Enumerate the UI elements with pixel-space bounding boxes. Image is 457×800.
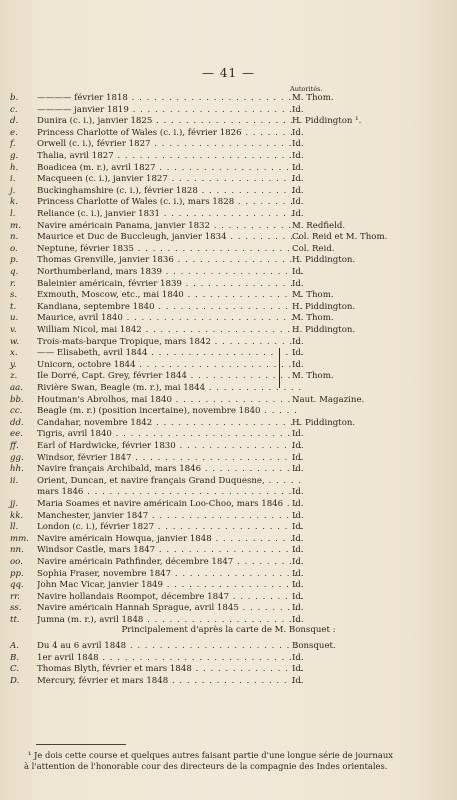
item-text: Thomas Grenville, janvier 1836 . . . [37, 255, 302, 266]
list-item [10, 511, 450, 522]
item-label: z. [10, 371, 18, 382]
item-authority: H. Piddington. [292, 417, 356, 428]
item-authority: H. Piddington ¹. [292, 116, 362, 127]
list-item [10, 232, 450, 243]
item-authority: Id. [292, 533, 304, 544]
item-text: Reliance (c. i.), janvier 1831 . . . [37, 209, 302, 220]
item-authority: Id. [292, 652, 304, 663]
list-item [10, 453, 450, 464]
item-text: Thalia, avril 1827 . . . [37, 151, 302, 162]
item-label: k. [10, 197, 18, 208]
item-text: Tigris, avril 1840 . . . [37, 429, 302, 440]
list-item [10, 557, 450, 568]
list-item [10, 464, 450, 475]
item-text: Du 4 au 6 avril 1848 . . . [37, 641, 302, 652]
item-text: Earl of Hardwicke, février 1830 . . . [37, 441, 302, 452]
list-item [10, 279, 450, 290]
item-text: Beagle (m. r.) (position incertaine), novembre 1840 . . . [37, 406, 302, 417]
item-text: Maria Soames et navire américain Loo-Choo, mars 1846 . . . [37, 499, 302, 510]
item-text: London (c. i.), février 1827 . . . [37, 522, 302, 533]
item-authority: Id. [292, 557, 304, 567]
item-label: rr. [10, 591, 21, 602]
item-authority: M. Thom. [292, 290, 334, 301]
list-item [10, 116, 450, 127]
list-item [10, 569, 450, 580]
footnote-line-2: à l'attention de l'honorable cour des directeurs de la compagnie des Indes orientales. [24, 761, 388, 771]
item-authority: Id. [292, 267, 304, 277]
item-text: Macqueen (c. i.), janvier 1827 . . . [37, 174, 302, 185]
item-text: mars 1846 . . . [37, 487, 302, 498]
list-item [10, 418, 450, 429]
item-label: nn. [10, 545, 24, 556]
item-text: Windsor Castle, mars 1847 . . . [37, 545, 302, 556]
list-item [10, 139, 450, 150]
item-authority: M. Thom. [292, 313, 334, 324]
item-authority: Id. [292, 545, 304, 556]
item-text: Buckinghamshire (c. i.), février 1828 . . . [37, 186, 302, 197]
item-text: 1er avril 1848 . . . [37, 653, 302, 664]
item-text: Dunira (c. i.), janvier 1825 . . . [37, 116, 302, 127]
item-label: h. [10, 162, 19, 173]
item-label: A. [10, 641, 19, 651]
item-label: ss. [10, 603, 22, 614]
item-label: o. [10, 243, 18, 254]
item-label: s. [10, 290, 18, 301]
item-text: Northumberland, mars 1839 . . . [37, 267, 302, 278]
list-item [10, 476, 450, 487]
item-label: kk. [10, 510, 24, 521]
item-label: j. [10, 185, 16, 196]
item-authority: H. Piddington. [292, 255, 356, 266]
item-authority: Id. [292, 162, 304, 173]
list-item [10, 592, 450, 603]
item-text: —— Elisabeth, avril 1844 . . . [37, 348, 302, 359]
list-item [10, 151, 450, 162]
item-text: Orient, Duncan, et navire français Grand Duquesne, . . . [37, 476, 302, 487]
item-label: e. [10, 127, 18, 138]
list-item [10, 360, 450, 371]
item-authority: Id. [292, 675, 304, 686]
item-authority: Id. [292, 139, 304, 150]
list-item [10, 441, 450, 452]
item-label: C. [10, 664, 20, 675]
list-item [10, 348, 450, 359]
item-authority: Id. [292, 568, 304, 579]
footnote-rule [36, 744, 126, 745]
item-authority: Id. [292, 174, 304, 185]
brace [273, 348, 280, 388]
item-text: William Nicol, mai 1842 . . . [37, 325, 302, 336]
item-text: Trois-mats-barque Tropique, mars 1842 . . . [37, 337, 302, 348]
item-authority: Id. [292, 127, 304, 138]
item-text: Princess Charlotte of Wales (c. i.), mars 1828 . . . [37, 197, 302, 208]
list-item [10, 603, 450, 614]
item-text: Thomas Blyth, février et mars 1848 . . . [37, 664, 302, 675]
item-label: ee. [10, 429, 23, 440]
item-label: bb. [10, 394, 24, 405]
list-item [10, 174, 450, 185]
item-label: n. [10, 232, 19, 243]
item-authority: Id. [292, 348, 304, 359]
item-text: ———— janvier 1819 . . . [37, 105, 302, 116]
list-item [10, 267, 450, 278]
item-label: g. [10, 151, 19, 161]
item-authority: Id. [292, 580, 304, 591]
item-label: dd. [10, 417, 24, 428]
item-authority: Id. [292, 522, 304, 533]
item-label: gg. [10, 452, 24, 463]
list-item [10, 522, 450, 533]
item-authority: Id. [292, 359, 304, 370]
item-authority: Bonsquet. [292, 641, 336, 651]
item-text: Kandiana, septembre 1840 . . . [37, 302, 302, 313]
item-label: B. [10, 652, 20, 663]
item-authority: Id. [292, 209, 304, 219]
item-authority: Id. [292, 615, 304, 625]
item-label: u. [10, 313, 19, 324]
item-text: Houtman's Abrolhos, mai 1840 . . . [37, 395, 302, 406]
list-item [10, 383, 450, 394]
item-label: hh. [10, 464, 24, 475]
item-authority: Id. [292, 278, 304, 289]
list-item [10, 429, 450, 440]
item-text: Navire américain Panama, janvier 1832 . . . [37, 221, 302, 232]
item-text: Ile Dorré, Capt. Grey, février 1844 . . . [37, 371, 302, 382]
item-text: Princess Charlotte of Wales (c. i.), février 1826 . . . [37, 128, 302, 139]
item-authority: M. Redfield. [292, 220, 346, 231]
item-text: Candahar, novembre 1842 . . . [37, 418, 302, 429]
list-item [10, 221, 450, 232]
item-authority: Id. [292, 151, 304, 161]
item-text: Navire américain Howqua, janvier 1848 . . . [37, 534, 302, 545]
list-item [10, 186, 450, 197]
list-item [10, 487, 450, 498]
item-label: ff. [10, 441, 19, 451]
item-text: Navire hollandais Roompot, décembre 1847 . . . [37, 592, 302, 603]
item-text: Navire américain Pathfinder, décembre 1847 . . . [37, 557, 302, 568]
item-authority: Col. Reid et M. Thom. [292, 232, 388, 243]
item-authority: Id. [292, 487, 304, 498]
item-text: Maurice, avril 1840 . . . [37, 313, 302, 324]
item-authority: Id. [292, 452, 304, 463]
list-item [10, 395, 450, 406]
list-item [10, 371, 450, 382]
item-authority: H. Piddington. [292, 325, 356, 335]
list-item [10, 406, 450, 417]
list-item [10, 302, 450, 313]
item-text: Boadicea (m. r.), avril 1827 . . . [37, 163, 302, 174]
list-item [10, 255, 450, 266]
item-label: aa. [10, 383, 23, 393]
list-item [10, 534, 450, 545]
item-text: Unicorn, octobre 1844 . . . [37, 360, 302, 371]
item-text: Navire américain Hannah Sprague, avril 1845 . . . [37, 603, 302, 614]
item-authority: Id. [292, 197, 304, 208]
item-authority: Id. [292, 603, 304, 614]
item-text: John Mac Vicar, janvier 1849 . . . [37, 580, 302, 591]
item-authority: Id. [292, 104, 304, 115]
item-label: oo. [10, 557, 23, 567]
list-item [10, 290, 450, 301]
item-text: Orwell (c. i.), février 1827 . . . [37, 139, 302, 150]
item-text: Mercury, février et mars 1848 . . . [37, 676, 302, 687]
list-item [10, 128, 450, 139]
item-label: c. [10, 104, 18, 115]
list-item [10, 664, 450, 675]
item-label: tt. [10, 615, 20, 625]
item-authority: Id. [292, 185, 304, 196]
item-authority: M. Thom. [292, 93, 334, 103]
list-item [10, 209, 450, 220]
item-label: jj. [10, 499, 19, 509]
item-authority: Id. [292, 591, 304, 602]
list-item [10, 653, 450, 664]
item-text: Baleinier américain, février 1839 . . . [37, 279, 302, 290]
list-item [10, 580, 450, 591]
footnote-line-1: ¹ Je dois cette course et quelques autres faisant partie d'une longue série de journaux [28, 750, 393, 760]
item-authority: Naut. Magazine. [292, 394, 365, 405]
item-label: qq. [10, 580, 24, 591]
item-label: ii. [10, 475, 19, 486]
item-label: d. [10, 116, 19, 127]
list-item [10, 197, 450, 208]
item-text: Sophia Fraser, novembre 1847 . . . [37, 569, 302, 580]
item-authority: Id. [292, 499, 304, 509]
item-label: pp. [10, 568, 24, 579]
list-item [10, 641, 450, 652]
list-item [10, 676, 450, 687]
item-label: x. [10, 348, 18, 359]
item-authority: Col. Reid. [292, 243, 335, 254]
item-authority: Id. [292, 336, 304, 347]
item-label: m. [10, 220, 21, 231]
item-label: mm. [10, 533, 30, 544]
item-authority: Id. [292, 429, 304, 440]
item-text: Neptune, février 1835 . . . [37, 244, 302, 255]
list-item [10, 105, 450, 116]
authorities-header: Autorités. [290, 85, 323, 93]
item-label: b. [10, 93, 19, 103]
item-text: Windsor, février 1847 . . . [37, 453, 302, 464]
item-authority: M. Thom. [292, 371, 334, 382]
item-text: Navire français Archibald, mars 1846 . . . [37, 464, 302, 475]
item-text: Jumna (m. r.), avril 1848 . . . [37, 615, 302, 626]
item-label: p. [10, 255, 19, 266]
item-label: f. [10, 139, 16, 150]
item-label: w. [10, 336, 20, 347]
item-authority: Id. [292, 510, 304, 521]
item-label: D. [10, 675, 20, 686]
item-text: Manchester, janvier 1847 . . . [37, 511, 302, 522]
item-text: Rivière Swan, Beagle (m. r.), mai 1844 . . . [37, 383, 302, 394]
item-label: l. [10, 209, 16, 219]
item-text: Exmouth, Moscow, etc., mai 1840 . . . [37, 290, 302, 301]
list-item [10, 244, 450, 255]
item-text: ———— février 1818 . . . [37, 93, 302, 104]
item-label: v. [10, 325, 17, 335]
list-item [10, 313, 450, 324]
item-authority: Id. [292, 464, 304, 475]
item-label: i. [10, 174, 16, 185]
list-item [10, 545, 450, 556]
page-number: — 41 — [202, 66, 255, 80]
item-text: Maurice et Duc de Buccleugh, janvier 1834 . . . [37, 232, 302, 243]
list-item [10, 499, 450, 510]
item-label: q. [10, 267, 19, 277]
list-item [10, 93, 450, 104]
item-label: t. [10, 301, 17, 312]
bonsquet-heading: Principalement d'après la carte de M. Bonsquet : [121, 625, 336, 635]
item-label: ll. [10, 522, 19, 533]
item-label: cc. [10, 406, 23, 417]
item-authority: Id. [292, 441, 304, 451]
item-authority: H. Piddington. [292, 301, 356, 312]
item-authority: Id. [292, 664, 304, 675]
item-label: r. [10, 278, 16, 289]
list-item [10, 337, 450, 348]
item-label: y. [10, 359, 17, 370]
list-item [10, 163, 450, 174]
list-item [10, 325, 450, 336]
